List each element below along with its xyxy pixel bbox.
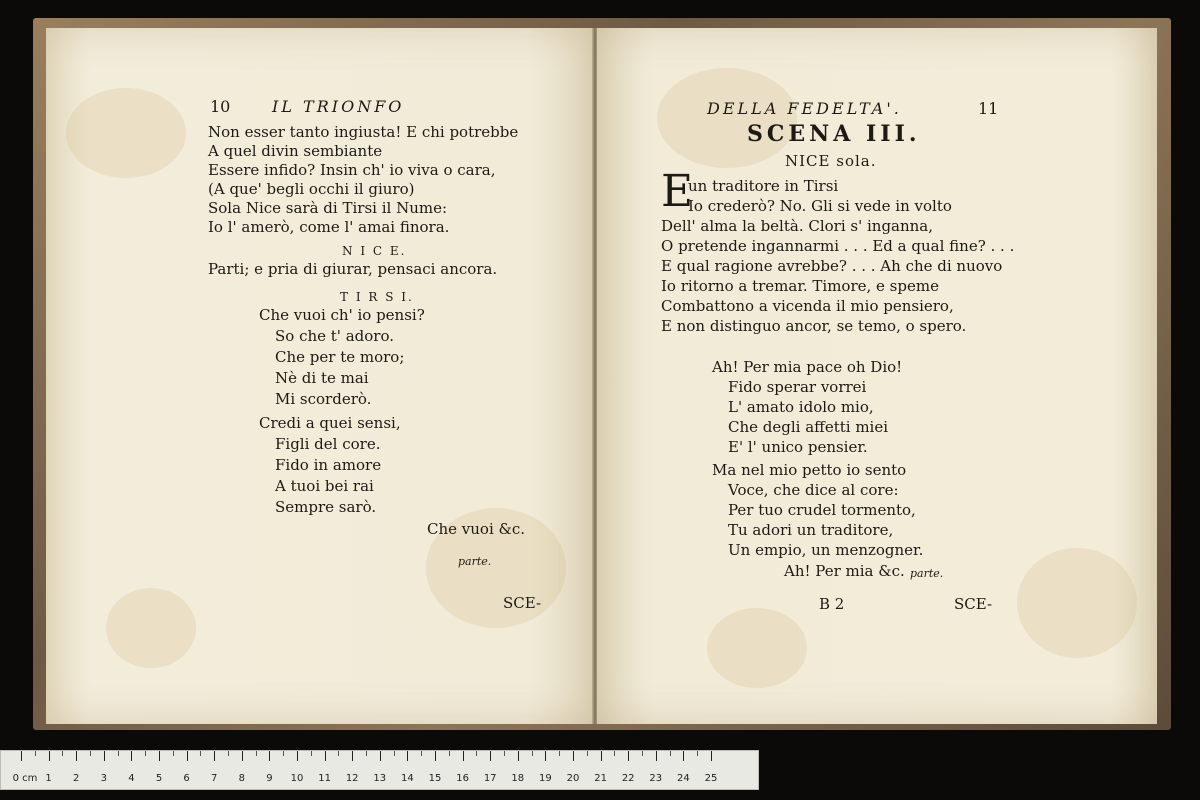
ruler-tick <box>435 751 436 761</box>
catchword: SCE- <box>954 595 993 613</box>
ruler-number: 25 <box>704 773 718 784</box>
stage-direction: parte. <box>910 567 944 580</box>
ruler-number: 18 <box>511 773 525 784</box>
ruler-tick <box>228 751 229 756</box>
ruler-tick <box>269 751 270 761</box>
verse-line: Sola Nice sarà di Tirsi il Nume: <box>208 199 448 217</box>
page-number: 10 <box>210 97 231 116</box>
aria-line: Credi a quei sensi, <box>259 414 401 432</box>
ruler-tick <box>104 751 105 761</box>
aria-line: L' amato idolo mio, <box>728 398 874 416</box>
ruler-tick <box>173 751 174 756</box>
running-head: DELLA FEDELTA'. <box>707 99 902 118</box>
left-page <box>46 28 594 724</box>
ruler-tick <box>283 751 284 756</box>
ruler-tick <box>463 751 464 761</box>
da-capo: Che vuoi &c. <box>427 520 526 538</box>
ruler-number: 6 <box>183 773 190 784</box>
aria-line: Fido in amore <box>275 456 382 474</box>
ruler-number: 19 <box>539 773 552 784</box>
drop-cap: E <box>661 166 694 217</box>
aria-line: Ma nel mio petto io sento <box>712 461 907 479</box>
aria-line: Che vuoi ch' io pensi? <box>259 306 425 324</box>
ruler-tick <box>614 751 615 756</box>
ruler-number: 14 <box>401 773 414 784</box>
ruler-tick <box>21 751 22 761</box>
verse-line: Io ritorno a tremar. Timore, e speme <box>661 277 939 295</box>
aria-line: Tu adori un traditore, <box>728 521 894 539</box>
ruler-tick <box>187 751 188 761</box>
ruler-tick <box>76 751 77 761</box>
ruler-tick <box>200 751 201 756</box>
speaker-name: N I C E. <box>342 244 407 258</box>
ruler-tick <box>601 751 602 761</box>
signature-mark: B 2 <box>819 595 845 613</box>
ruler-tick <box>159 751 160 761</box>
ruler-number: 3 <box>100 773 107 784</box>
verse-line: un traditore in Tirsi <box>688 177 839 195</box>
ruler-tick <box>118 751 119 756</box>
ruler-tick <box>476 751 477 756</box>
ruler-tick <box>131 751 132 761</box>
aria-line: Ah! Per mia pace oh Dio! <box>712 358 903 376</box>
ruler-number: 10 <box>290 773 304 784</box>
ruler-tick <box>49 751 50 761</box>
ruler-number: 23 <box>649 773 663 784</box>
da-capo: Ah! Per mia &c. <box>784 562 905 580</box>
ruler-number: 12 <box>345 773 359 784</box>
aria-line: Fido sperar vorrei <box>728 378 867 396</box>
verse-line: A quel divin sembiante <box>208 142 383 160</box>
ruler-tick <box>62 751 63 756</box>
verse-line: (A que' begli occhi il giuro) <box>208 180 415 198</box>
ruler-tick <box>518 751 519 761</box>
scene-title: SCENA III. <box>747 121 921 147</box>
ruler-tick <box>532 751 533 756</box>
page-number: 11 <box>978 99 999 118</box>
aria-line: Mi scorderò. <box>275 390 372 408</box>
ruler-tick <box>642 751 643 756</box>
ruler-number: 15 <box>428 773 442 784</box>
verse-line: E non distinguo ancor, se temo, o spero. <box>661 317 967 335</box>
ruler-tick <box>449 751 450 756</box>
ruler-tick <box>325 751 326 761</box>
ruler-number: 8 <box>238 773 245 784</box>
right-page <box>597 28 1157 724</box>
ruler-tick <box>366 751 367 756</box>
ruler-tick <box>90 751 91 756</box>
verse-line: Dell' alma la beltà. Clori s' inganna, <box>661 217 934 235</box>
ruler-number: 20 <box>566 773 580 784</box>
ruler-tick <box>670 751 671 756</box>
ruler-number: 2 <box>73 773 80 784</box>
ruler-tick <box>256 751 257 756</box>
speaker-name: T I R S I. <box>340 290 414 304</box>
aria-line: Per tuo crudel tormento, <box>728 501 916 519</box>
scene-speaker: NICE sola. <box>785 152 877 170</box>
ruler-tick <box>145 751 146 756</box>
ruler-tick <box>628 751 629 761</box>
aria-line: Nè di te mai <box>275 369 369 387</box>
verse-line: E qual ragione avrebbe? . . . Ah che di nuovo <box>661 257 1003 275</box>
ruler-number: 24 <box>677 773 690 784</box>
ruler-tick <box>697 751 698 756</box>
verse-line: Essere infido? Insin ch' io viva o cara, <box>208 161 496 179</box>
aria-line: Che degli affetti miei <box>728 418 889 436</box>
ruler-number: 22 <box>621 773 635 784</box>
ruler-number: 1 <box>45 773 52 784</box>
ruler-tick <box>242 751 243 761</box>
aria-line: So che t' adoro. <box>275 327 394 345</box>
aria-line: Un empio, un menzogner. <box>728 541 924 559</box>
ruler-tick <box>504 751 505 756</box>
ruler-number: 21 <box>594 773 607 784</box>
ruler-tick <box>311 751 312 756</box>
ruler-tick <box>545 751 546 761</box>
ruler-number: 9 <box>266 773 273 784</box>
ruler-tick <box>35 751 36 756</box>
aria-line: Figli del core. <box>275 435 381 453</box>
verse-line: Io l' amerò, come l' amai finora. <box>208 218 450 236</box>
verse-line: Non esser tanto ingiusta! E chi potrebbe <box>208 123 519 141</box>
ruler-tick <box>380 751 381 761</box>
ruler-tick <box>214 751 215 761</box>
ruler-tick <box>587 751 588 756</box>
ruler-unit-label: 0 cm <box>12 773 38 784</box>
ruler-tick <box>559 751 560 756</box>
verse-line: Io crederò? No. Gli si vede in volto <box>688 197 952 215</box>
ruler-number: 16 <box>456 773 469 784</box>
ruler-tick <box>683 751 684 761</box>
aria-line: A tuoi bei rai <box>275 477 374 495</box>
measurement-ruler <box>0 750 759 790</box>
aria-line: Che per te moro; <box>275 348 405 366</box>
catchword: SCE- <box>503 594 542 612</box>
ruler-tick <box>338 751 339 756</box>
ruler-tick <box>656 751 657 761</box>
ruler-tick <box>490 751 491 761</box>
ruler-number: 4 <box>128 773 135 784</box>
stage-direction: parte. <box>458 555 492 568</box>
ruler-number: 7 <box>211 773 218 784</box>
ruler-tick <box>394 751 395 756</box>
ruler-number: 17 <box>483 773 497 784</box>
ruler-tick <box>297 751 298 761</box>
aria-line: Sempre sarò. <box>275 498 377 516</box>
ruler-number: 11 <box>318 773 331 784</box>
running-head: IL TRIONFO <box>272 97 405 116</box>
ruler-number: 13 <box>373 773 387 784</box>
aria-line: E' l' unico pensier. <box>728 438 868 456</box>
verse-line: Parti; e pria di giurar, pensaci ancora. <box>208 260 498 278</box>
ruler-tick <box>352 751 353 761</box>
verse-line: Combattono a vicenda il mio pensiero, <box>661 297 954 315</box>
ruler-number: 5 <box>155 773 163 784</box>
aria-line: Voce, che dice al core: <box>728 481 899 499</box>
ruler-tick <box>711 751 712 761</box>
verse-line: O pretende ingannarmi . . . Ed a qual fine? . . . <box>661 237 1015 255</box>
ruler-tick <box>407 751 408 761</box>
ruler-tick <box>573 751 574 761</box>
ruler-tick <box>421 751 422 756</box>
